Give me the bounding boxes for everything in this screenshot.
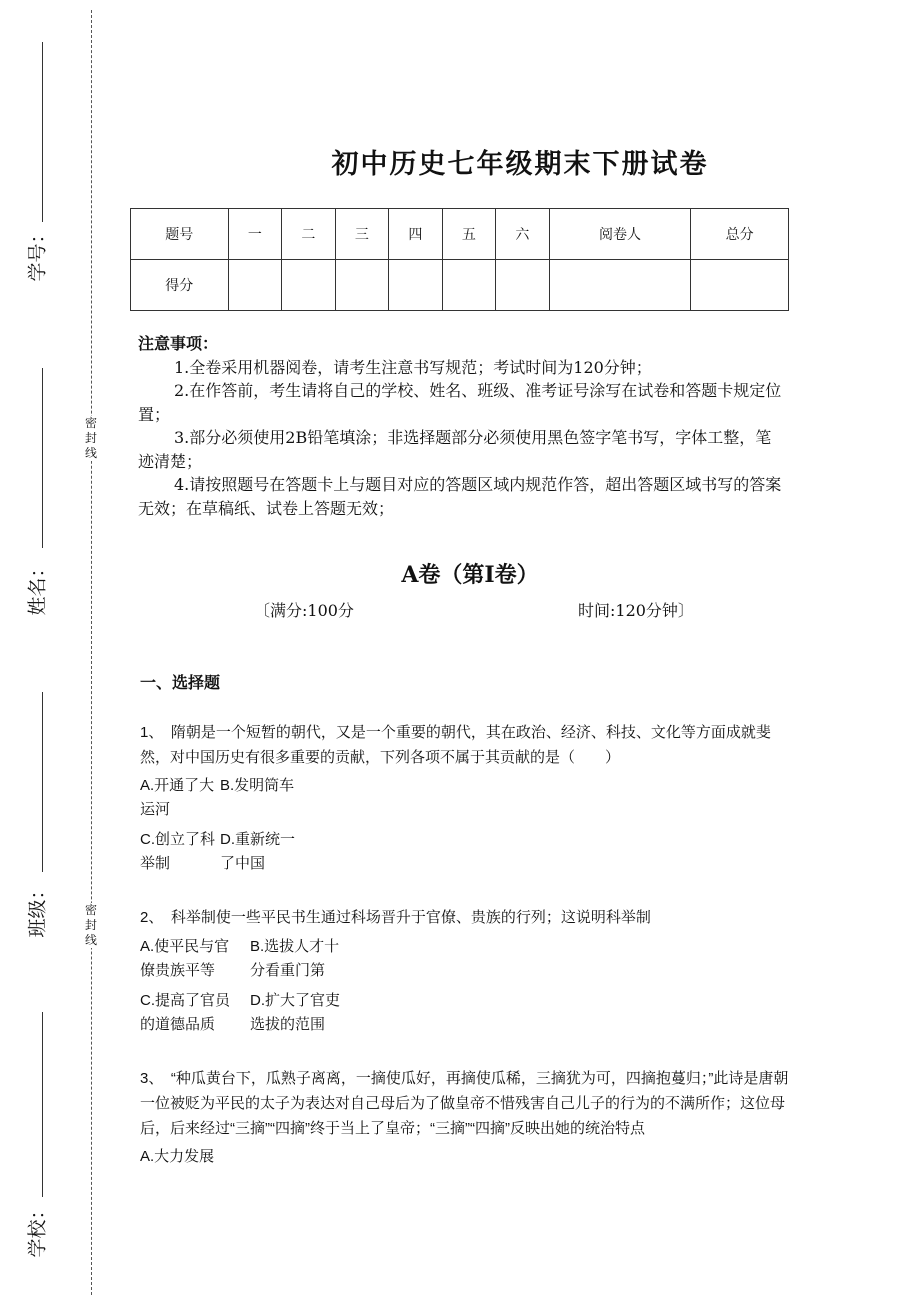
seal-text: 密封线 <box>84 903 97 947</box>
score-cell[interactable] <box>496 260 550 311</box>
header-cell: 一 <box>228 209 282 260</box>
score-cell[interactable] <box>442 260 496 311</box>
score-cell[interactable] <box>549 260 691 311</box>
score-table <box>130 208 789 311</box>
question-stem: 3、 “种瓜黄台下，瓜熟子离离，一摘使瓜好，再摘使瓜稀，三摘犹为可，四摘抱蔓归；”此诗是唐朝一位被贬为平民的太子为表达对自己母后为了做皇帝不惜残害自己儿子的行为的不满所作；这位母后，后来经过“三摘”“四摘”终于当上了皇帝；“三摘”“四摘”反映出她的统治特点 <box>140 1070 789 1137</box>
header-cell: 五 <box>442 209 496 260</box>
header-cell: 六 <box>496 209 550 260</box>
section-title: A卷（第I卷） <box>401 562 539 588</box>
option-b[interactable]: B.发明筒车 <box>220 777 295 794</box>
class-label: 班级： <box>26 880 49 938</box>
option-c[interactable]: C.提高了官员的道德品质 <box>140 992 231 1033</box>
score-cell[interactable] <box>228 260 282 311</box>
part-title: 一、选择题 <box>140 673 221 692</box>
option-b[interactable]: B.选拔人才十分看重门第 <box>250 938 340 979</box>
score-cell[interactable] <box>335 260 389 311</box>
class-line[interactable] <box>42 692 43 872</box>
header-cell: 二 <box>282 209 336 260</box>
school-label: 学校： <box>26 1200 49 1258</box>
exam-time: 时间:120分钟〕 <box>578 601 694 620</box>
name-label: 姓名： <box>26 558 49 616</box>
score-cell[interactable] <box>691 260 789 311</box>
score-cell[interactable] <box>389 260 443 311</box>
full-score: 〔满分:100分 <box>254 601 354 620</box>
school-line[interactable] <box>42 1012 43 1197</box>
note-item: 3.部分必须使用2B铅笔填涂；非选择题部分必须使用黑色签字笔书写，字体工整，笔迹清楚； <box>138 428 772 471</box>
seal-dashed-line <box>91 10 92 1295</box>
note-item: 2.在作答前，考生请将自己的学校、姓名、班级、准考证号涂写在试卷和答题卡规定位置； <box>138 381 782 424</box>
question-stem: 1、 隋朝是一个短暂的朝代，又是一个重要的朝代，其在政治、经济、科技、文化等方面成就斐然，对中国历史有很多重要的贡献，下列各项不属于其贡献的是（ ） <box>140 724 771 766</box>
score-row-label: 得分 <box>131 260 229 311</box>
option-a[interactable]: A.开通了大运河 <box>140 777 215 818</box>
score-cell[interactable] <box>282 260 336 311</box>
header-cell: 四 <box>389 209 443 260</box>
student-id-line[interactable] <box>42 42 43 222</box>
exam-title: 初中历史七年级期末下册试卷 <box>331 149 709 180</box>
header-cell: 阅卷人 <box>549 209 691 260</box>
note-item: 4.请按照题号在答题卡上与题目对应的答题区域内规范作答，超出答题区域书写的答案无效；在草稿纸、试卷上答题无效； <box>138 475 782 518</box>
seal-text: 密封线 <box>84 416 97 460</box>
option-d[interactable]: D.扩大了官吏选拔的范围 <box>250 992 341 1033</box>
score-table-header-row <box>131 209 789 260</box>
question-stem: 2、 科举制使一些平民书生通过科场晋升于官僚、贵族的行列；这说明科举制 <box>140 909 651 926</box>
note-item: 1.全卷采用机器阅卷，请考生注意书写规范；考试时间为120分钟； <box>174 357 652 377</box>
student-id-label: 学号： <box>26 224 49 282</box>
option-a[interactable]: A.大力发展 <box>140 1148 215 1165</box>
header-cell: 三 <box>335 209 389 260</box>
name-line[interactable] <box>42 368 43 548</box>
header-cell: 总分 <box>691 209 789 260</box>
notes-heading: 注意事项： <box>138 334 219 353</box>
option-a[interactable]: A.使平民与官僚贵族平等 <box>140 938 230 979</box>
header-cell: 题号 <box>131 209 229 260</box>
option-d[interactable]: D.重新统一了中国 <box>220 831 296 872</box>
score-table-score-row <box>131 260 789 311</box>
notes-section <box>138 332 786 520</box>
option-c[interactable]: C.创立了科举制 <box>140 831 216 872</box>
